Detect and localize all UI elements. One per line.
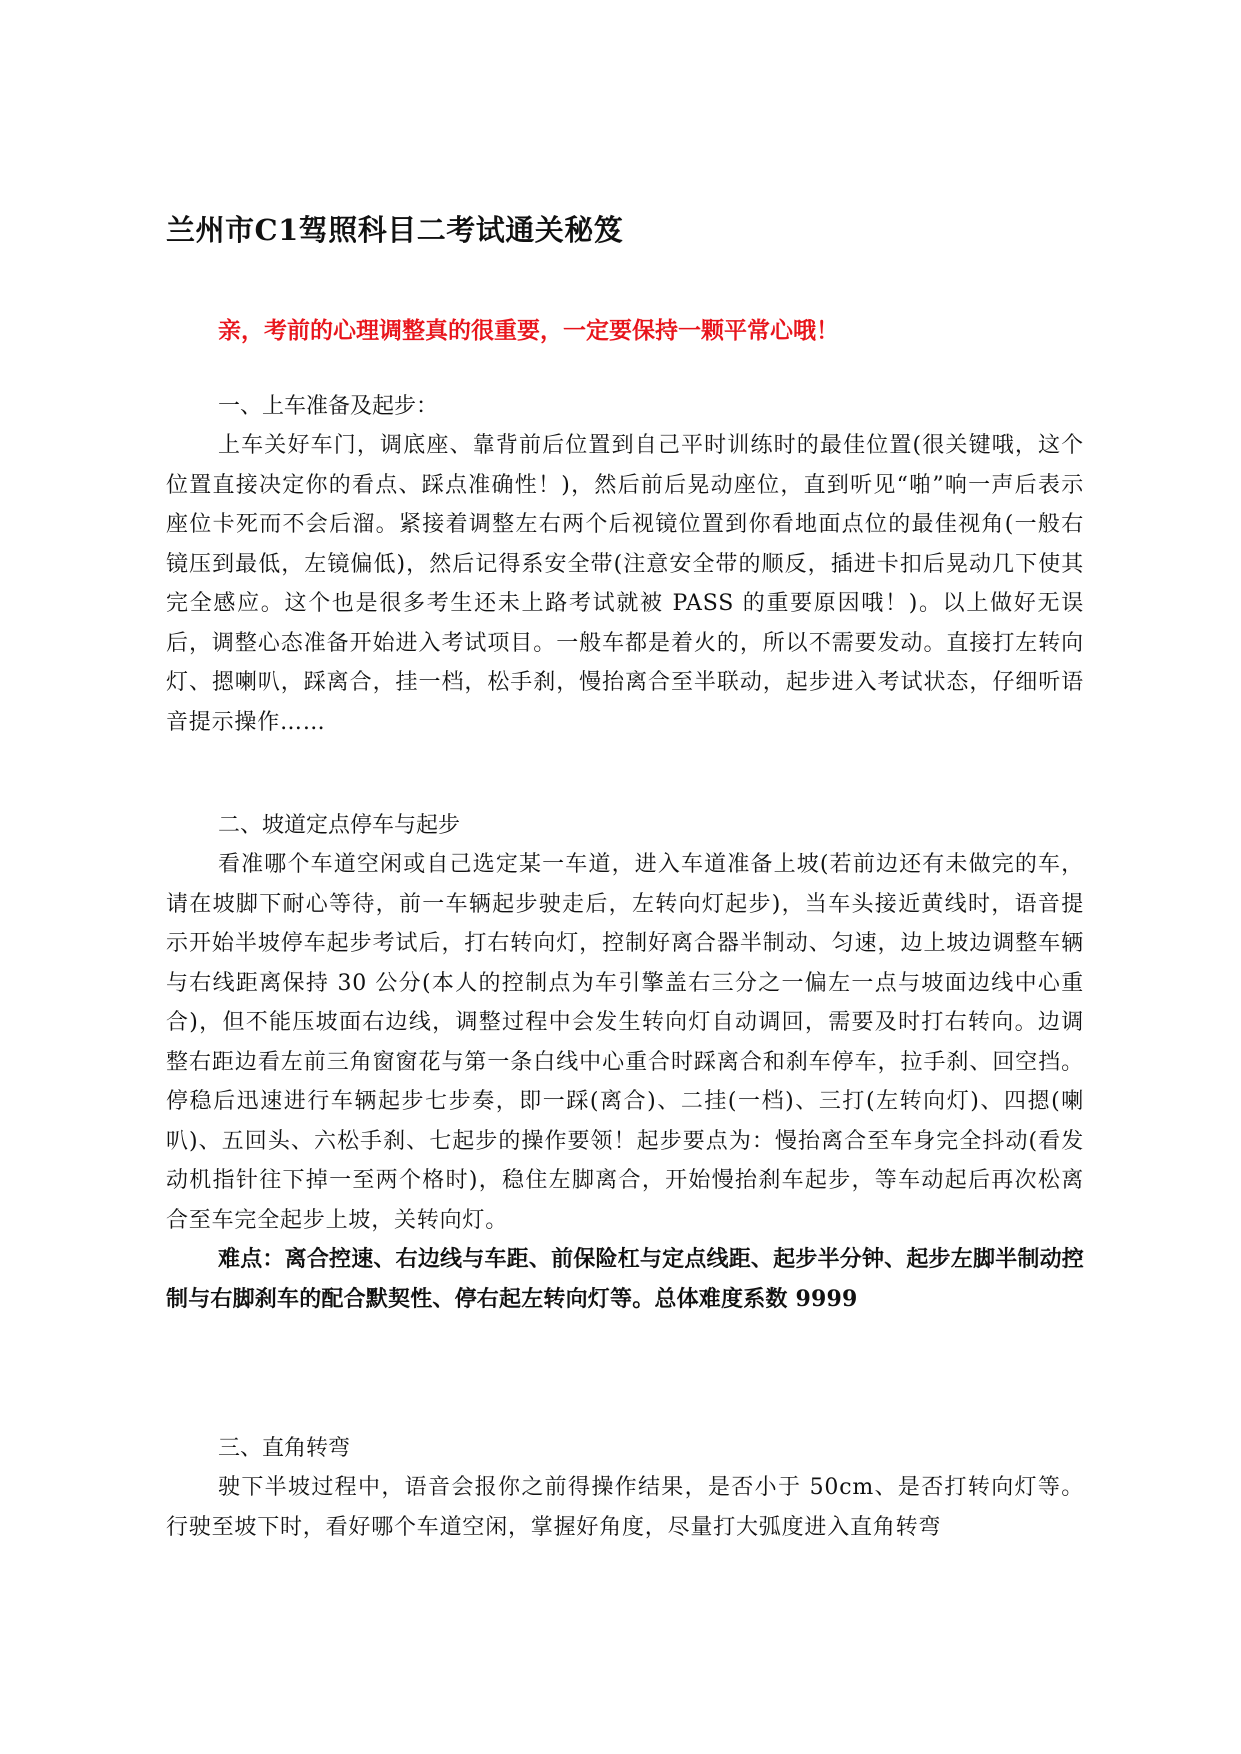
document-title: 兰州市C1驾照科目二考试通关秘笈: [166, 213, 624, 247]
section-heading: 三、直角转弯: [218, 1436, 351, 1461]
section-right-angle-turn: [166, 1430, 1084, 1547]
section-paragraph: 驶下半坡过程中，语音会报你之前得操作结果，是否小于 50cm、是否打转向灯等。行驶至坡下时，看好哪个车道空闲，掌握好角度，尽量打大弧度进入直角转弯: [166, 1475, 1084, 1540]
section-boarding-and-start: [166, 388, 1084, 742]
section-paragraph: 看准哪个车道空闲或自己选定某一车道，进入车道准备上坡(若前边还有未做完的车，请在坡脚下耐心等待，前一车辆起步驶走后，左转向灯起步)，当车头接近黄线时，语音提示开始半坡停车起步考试后，打右转向灯，控制好离合器半制动、匀速，边上坡边调整车辆与右线距离保持 30 公分(本人的控制点为车引擎盖右三分之一偏左一点与坡面边线中心重合)，但不能压坡面右边线，调整过程中会发生转向灯自动调回，需要及时打右转向。边调整右距边看左前三角窗窗花与第一条白线中心重合时踩离合和刹车停车，拉手刹、回空挡。停稳后迅速进行车辆起步七步奏，即一踩(离合)、二挂(一档)、三打(左转向灯)、四摁(喇叭)、五回头、六松手刹、七起步的操作要领！起步要点为：慢抬离合至车身完全抖动(看发动机指针往下掉一至两个格时)，稳住左脚离合，开始慢抬刹车起步，等车动起后再次松离合至车完全起步上坡，关转向灯。: [166, 852, 1084, 1233]
section-heading: 一、上车准备及起步：: [218, 394, 439, 419]
section-heading: 二、坡道定点停车与起步: [218, 813, 461, 838]
red-notice: 亲，考前的心理调整真的很重要，一定要保持一颗平常心哦！: [218, 317, 839, 344]
difficulty-note: 难点：离合控速、右边线与车距、前保险杠与定点线距、起步半分钟、起步左脚半制动控制与右脚刹车的配合默契性、停右起左转向灯等。总体难度系数 9999: [166, 1246, 1084, 1312]
section-slope-stop-and-start: [166, 807, 1084, 1319]
section-paragraph: 上车关好车门，调底座、靠背前后位置到自己平时训练时的最佳位置(很关键哦，这个位置直接决定你的看点、踩点准确性！)，然后前后晃动座位，直到听见“啪”响一声后表示座位卡死而不会后溜。紧接着调整左右两个后视镜位置到你看地面点位的最佳视角(一般右镜压到最低，左镜偏低)，然后记得系安全带(注意安全带的顺反，插进卡扣后晃动几下使其完全感应。这个也是很多考生还未上路考试就被 PASS 的重要原因哦！)。以上做好无误后，调整心态准备开始进入考试项目。一般车都是着火的，所以不需要发动。直接打左转向灯、摁喇叭，踩离合，挂一档，松手刹，慢抬离合至半联动，起步进入考试状态，仔细听语音提示操作……: [166, 433, 1084, 735]
